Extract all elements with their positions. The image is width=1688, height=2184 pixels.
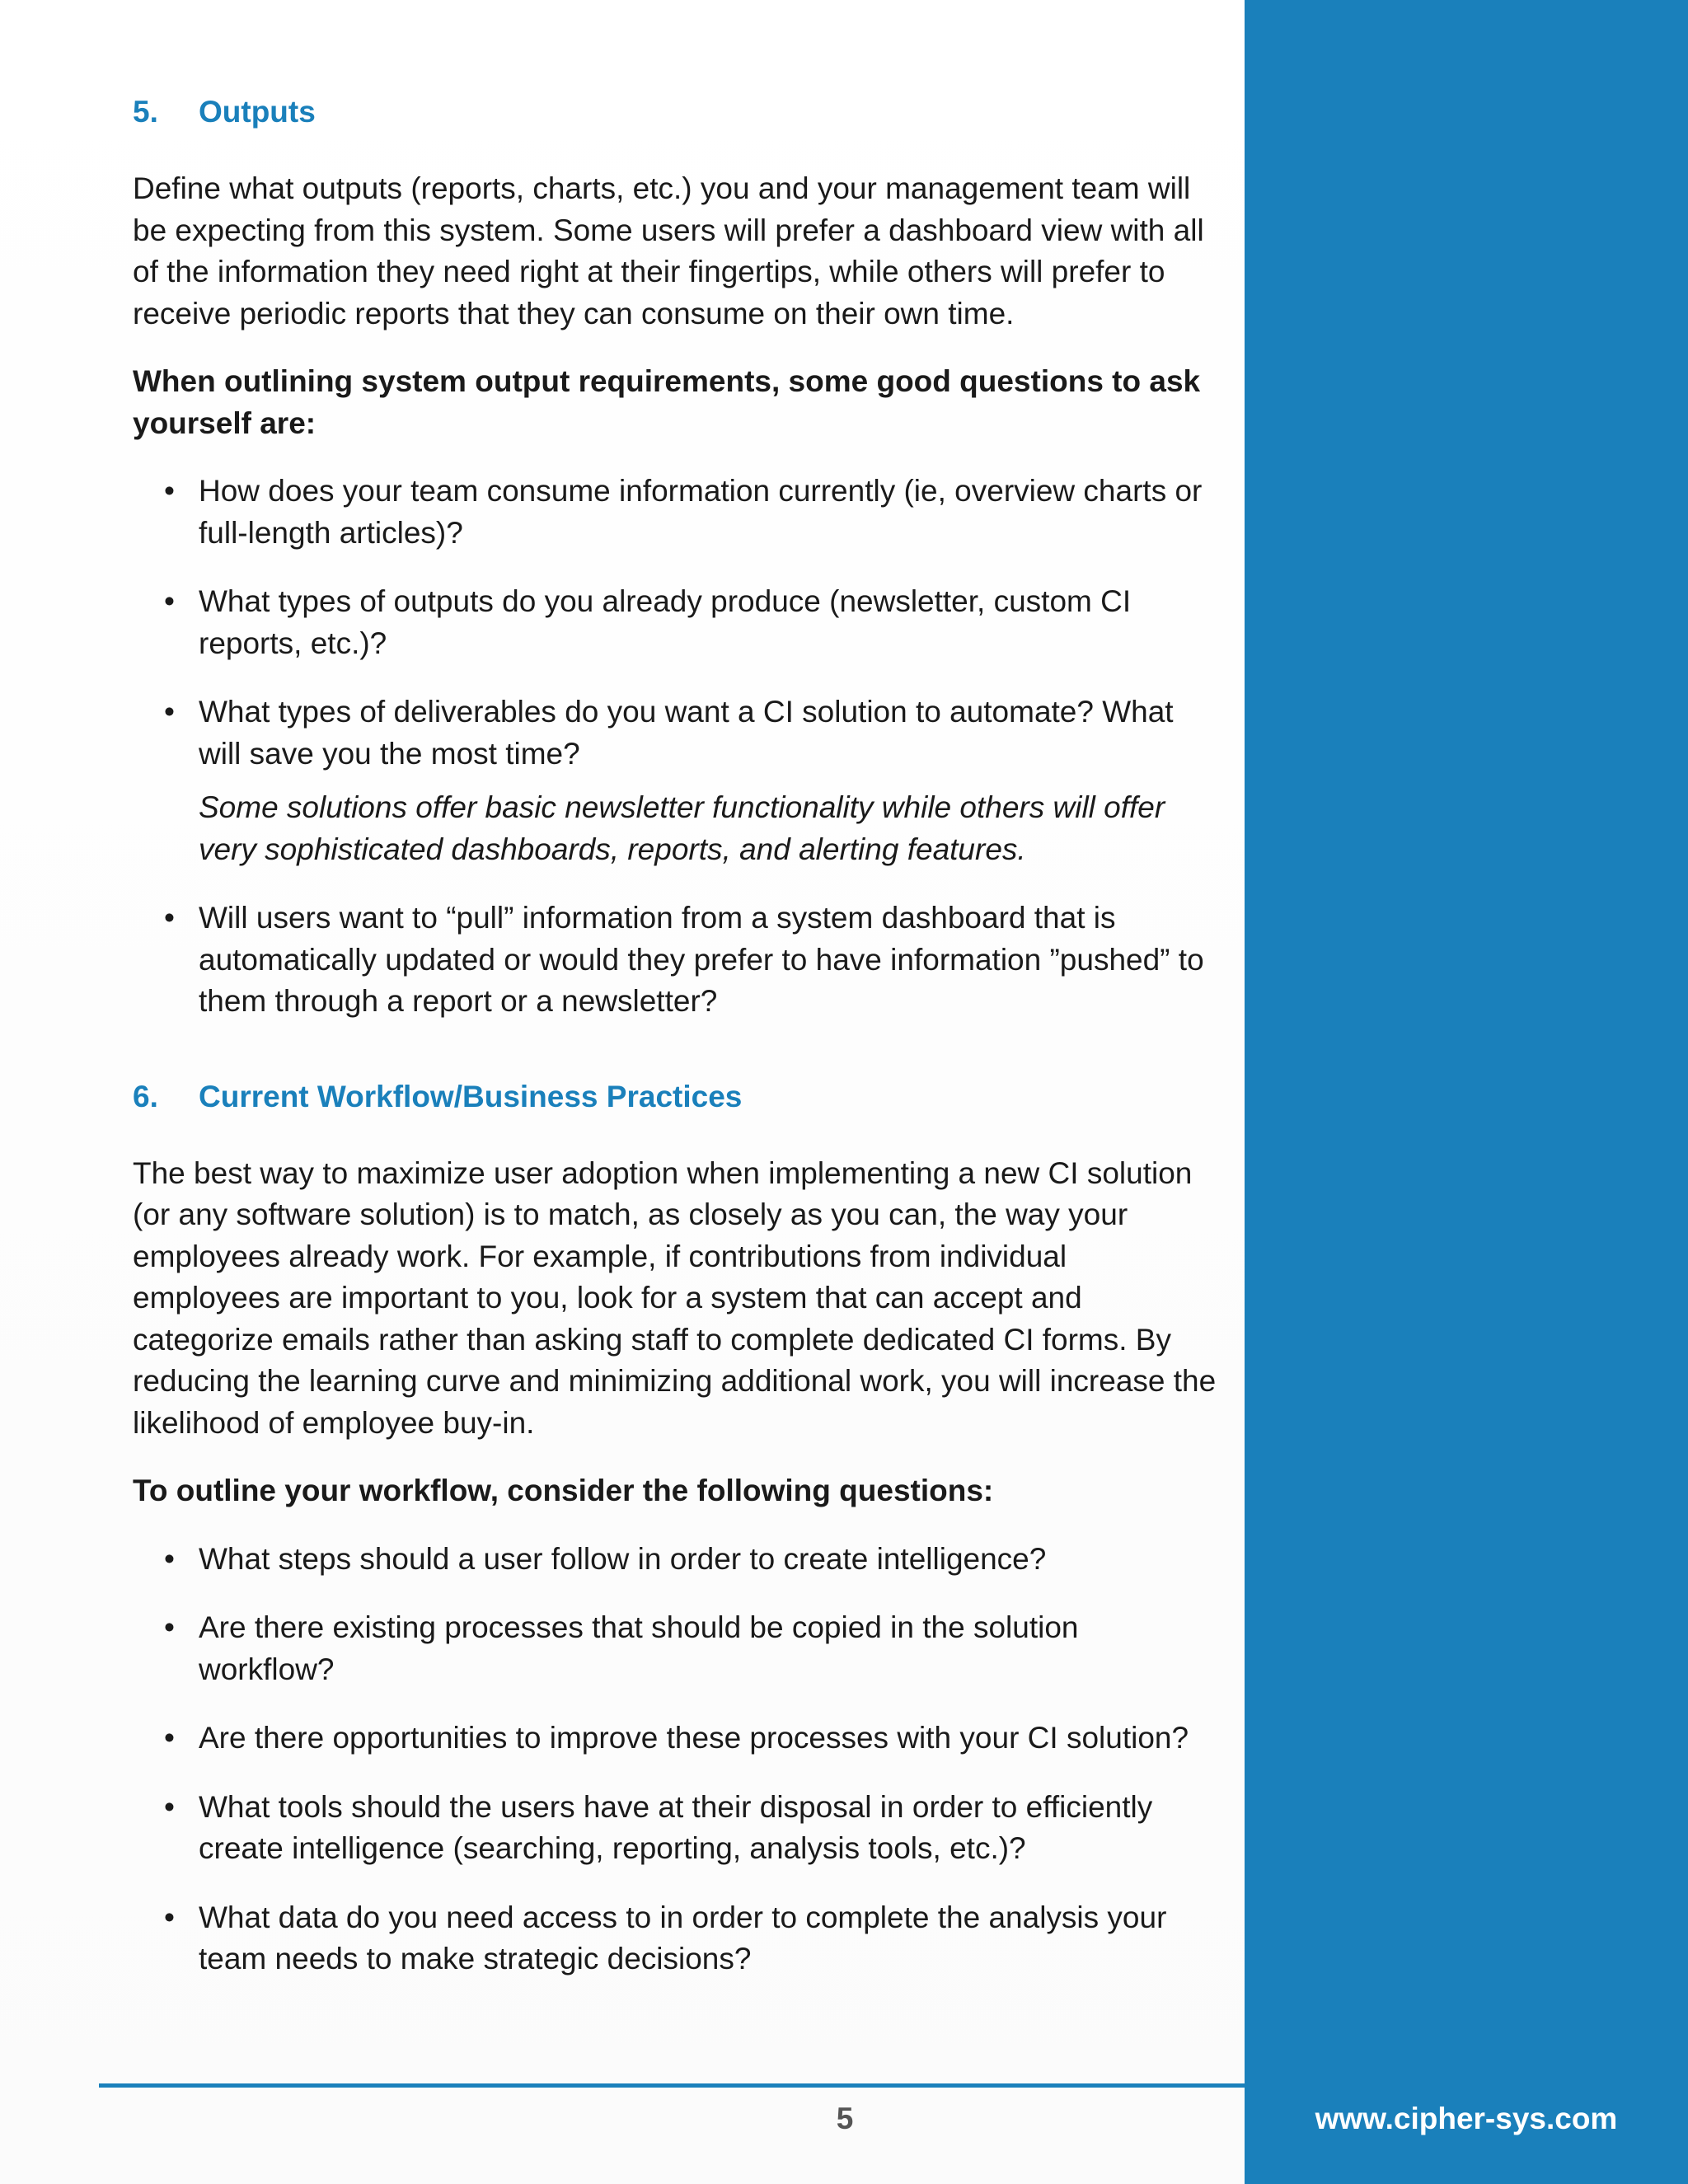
list-item-text: What data do you need access to in order to complete the analysis your team needs to make strategic decisions? [199, 1900, 1167, 1975]
section-6-bullet-list [133, 1539, 1221, 1980]
section-5-intro: Define what outputs (reports, charts, etc.) you and your management team will be expecting from this system. Some users will prefer a dashboard view with all of the information they need right at their fingertips, while others will prefer to receive periodic reports that they can consume on their own time. [133, 171, 1204, 330]
italic-note: Some solutions offer basic newsletter functionality while others will offer very sophisticated dashboards, reports, and alerting features. [199, 790, 1165, 866]
section-6-title: Current Workflow/Business Practices [199, 1079, 743, 1113]
list-item-text: What types of deliverables do you want a CI solution to automate? What will save you the most time? [199, 695, 1174, 771]
list-item [133, 1539, 1221, 1581]
bullet-icon: • [164, 1541, 175, 1576]
section-5-title: Outputs [199, 95, 316, 129]
bullet-icon: • [164, 1610, 175, 1644]
list-item-text: Are there opportunities to improve these processes with your CI solution? [199, 1721, 1189, 1755]
bullet-icon: • [164, 901, 175, 935]
footer-divider [99, 2083, 1245, 2088]
list-item [133, 1897, 1221, 1980]
page-number: 5 [836, 2102, 854, 2135]
section-6-lead: To outline your workflow, consider the following questions: [133, 1474, 994, 1507]
section-5-heading [133, 87, 1221, 137]
list-item [133, 1718, 1221, 1760]
list-item [133, 471, 1221, 554]
list-item [133, 1607, 1221, 1690]
list-item-text: What steps should a user follow in order to create intelligence? [199, 1541, 1047, 1576]
section-5-lead: When outlining system output requirements, some good questions to ask yourself are: [133, 364, 1201, 440]
document-body [133, 87, 1221, 2008]
section-5-number: 5. [133, 95, 158, 129]
list-item-text: Will users want to “pull” information from a system dashboard that is automatically updated or would they prefer to have information ”pushed” to them through a report or a newsletter? [199, 901, 1204, 1018]
bullet-icon: • [164, 1900, 175, 1934]
list-item [133, 898, 1221, 1023]
bullet-icon: • [164, 1721, 175, 1755]
bullet-icon: • [164, 695, 175, 729]
list-item [133, 1787, 1221, 1870]
bullet-icon: • [164, 1789, 175, 1824]
list-item [133, 691, 1221, 870]
section-6-intro: The best way to maximize user adoption when implementing a new CI solution (or any software solution) is to match, as closely as you can, the way your employees already work. For example, if contributions from individual employees are important to you, look for a system that can accept and categorize emails rather than asking staff to complete dedicated CI forms. By reducing the learning curve and minimizing additional work, you will increase the likelihood of employee buy-in. [133, 1155, 1217, 1440]
section-5-bullet-list [133, 471, 1221, 1023]
list-item-text: What types of outputs do you already produce (newsletter, custom CI reports, etc.)? [199, 584, 1132, 660]
bullet-icon: • [164, 584, 175, 618]
website-link[interactable]: www.cipher-sys.com [1315, 2102, 1618, 2135]
section-6-number: 6. [133, 1079, 158, 1113]
section-6-heading [133, 1072, 1221, 1122]
list-item [133, 581, 1221, 664]
list-item-text: How does your team consume information currently (ie, overview charts or full-length articles)? [199, 474, 1203, 550]
bullet-icon: • [164, 474, 175, 508]
blue-sidebar [1245, 0, 1688, 2184]
list-item-text: What tools should the users have at their disposal in order to efficiently create intelligence (searching, reporting, analysis tools, etc.)? [199, 1789, 1153, 1865]
list-item-text: Are there existing processes that should be copied in the solution workflow? [199, 1610, 1079, 1686]
